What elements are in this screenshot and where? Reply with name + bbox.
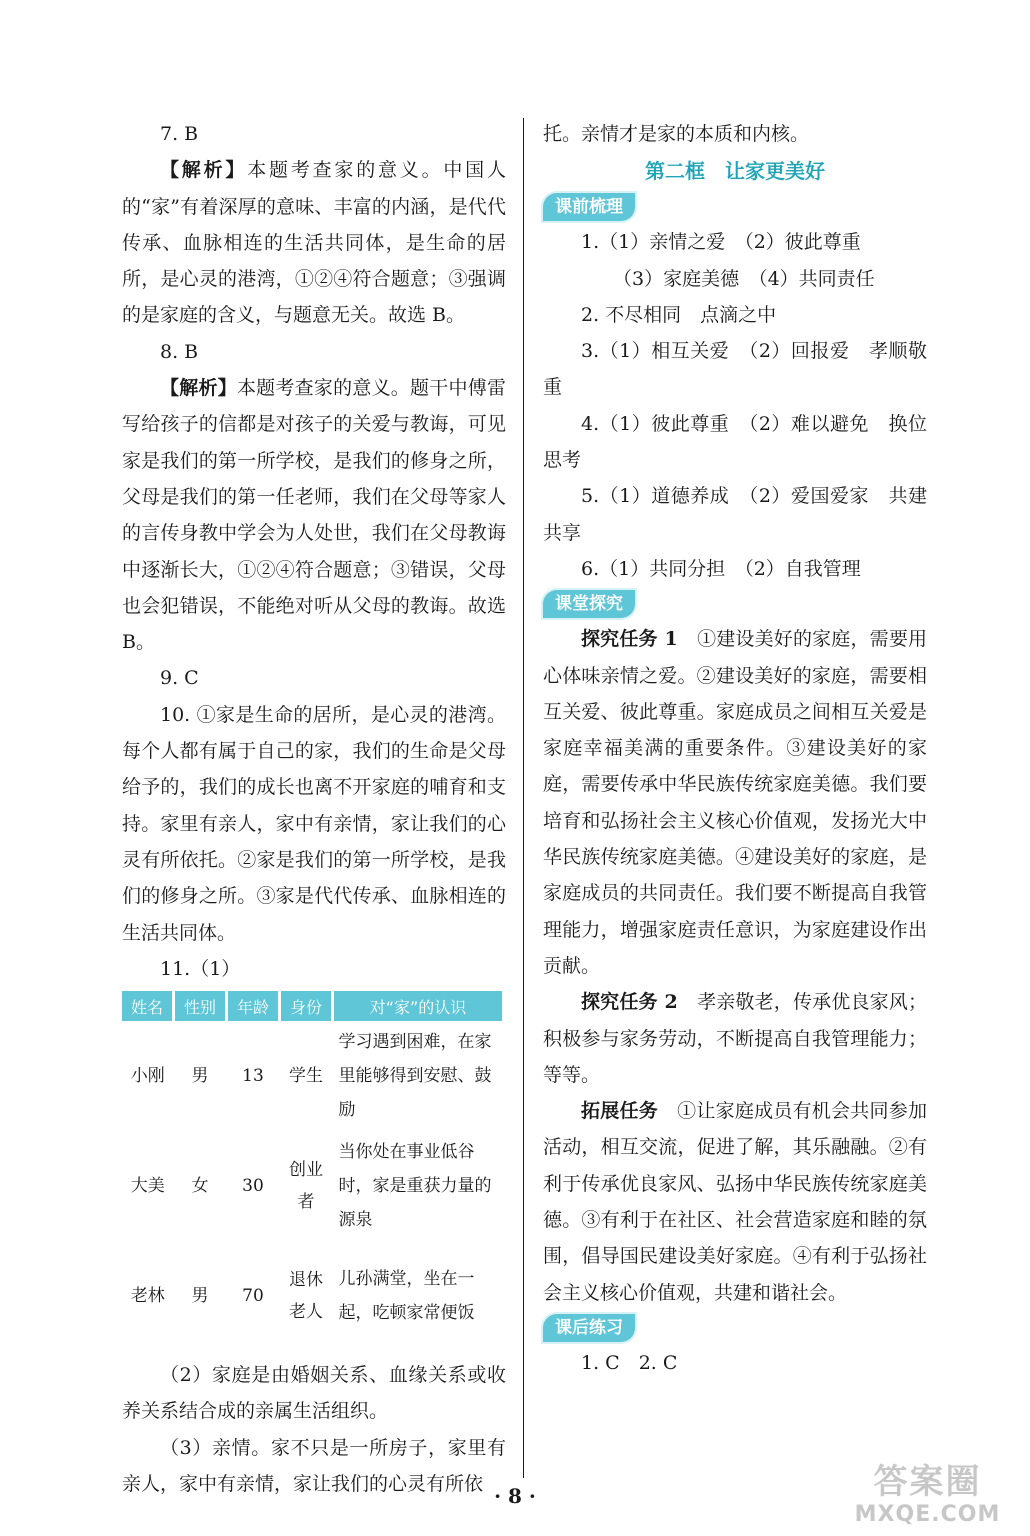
watermark-line2: MXQE.COM (854, 1502, 1001, 1527)
table-row (122, 1021, 502, 1131)
pre-item: 4.（1）彼此尊重 （2）难以避免 换位思考 (543, 412, 927, 472)
right-column (543, 116, 927, 1381)
answer-11-1: 11.（1） (160, 957, 241, 980)
answer-10: 10. ①家是生命的居所，是心灵的港湾。每个人都有属于自己的家，我们的生命是父母给予的，我们的成长也离不开家庭的哺育和支持。家里有亲人，家中有亲情，家让我们的心灵有所依托。②家是我们的第一所学校，是我们的修身之所。③家是代代传承、血脉相连的生活共同体。 (122, 703, 506, 944)
after-answers: 1. C 2. C (581, 1351, 678, 1374)
cell-name: 大美 (130, 1176, 165, 1197)
cell-view: 儿孙满堂，坐在一起，吃顿家常便饭 (338, 1269, 475, 1324)
analysis-tag: 【解析】 (160, 159, 248, 182)
answer-7: 7. B (160, 123, 199, 145)
task-text: ①建设美好的家庭，需要用心体味亲情之爱。②建设美好的家庭，需要相互关爱、彼此尊重。家庭成员之间相互关爱是家庭幸福美满的重要条件。③建设美好的家庭，需要传承中华民族传统家庭美德。我们要培育和弘扬社会主义核心价值观，发扬光大中华民族传统家庭美德。④建设美好的家庭，是家庭成员的共同责任。我们要不断提高自我管理能力，增强家庭责任意识，为家庭建设作出贡献。 (543, 628, 927, 977)
section-title: 第二框 让家更美好 (645, 159, 825, 184)
table-row (122, 1241, 502, 1351)
task-1 (543, 621, 927, 984)
pre-item: 2. 不尽相同 点滴之中 (581, 303, 777, 326)
badge-after-class: 课后练习 (543, 1314, 635, 1342)
cell-gender: 男 (191, 1066, 209, 1087)
cell-role: 创业者 (289, 1160, 323, 1213)
task-tag: 探究任务 2 (581, 991, 678, 1014)
cell-gender: 女 (191, 1176, 209, 1197)
pre-item: 3.（1）相互关爱 （2）回报爱 孝顺敬重 (543, 340, 927, 399)
table-row (122, 1131, 502, 1241)
family-view-table (122, 991, 502, 1351)
cell-role: 退休老人 (289, 1270, 323, 1323)
task-tag: 拓展任务 (581, 1100, 658, 1123)
header-name: 姓名 (122, 991, 174, 1021)
task-extend (543, 1093, 927, 1311)
analysis-7 (122, 152, 506, 333)
cell-age: 70 (242, 1286, 264, 1307)
badge-pre-class: 课前梳理 (543, 193, 635, 221)
task-text: 孝亲敬老，传承优良家风；积极参与家务劳动，不断提高自我管理能力；等等。 (543, 991, 927, 1086)
badge-in-class: 课堂探究 (543, 590, 635, 618)
analysis-text: 本题考查家的意义。题干中傅雷写给孩子的信都是对孩子的关爱与教诲，可见家是我们的第一所学校，是我们的修身之所，父母是我们的第一任老师，我们在父母等家人的言传身教中学会为人处世，我们在父母教诲中逐渐长大，①②④符合题意；③错误，父母也会犯错误，不能绝对听从父母的教诲。故选 B。 (122, 377, 506, 654)
pre-item: 1.（1）亲情之爱 （2）彼此尊重 (581, 231, 861, 254)
analysis-8 (122, 370, 506, 660)
cell-role: 学生 (289, 1066, 323, 1087)
watermark-line1: 答案圈 (873, 1462, 982, 1502)
pre-item: （3）家庭美德 （4）共同责任 (613, 267, 875, 290)
pre-item: 5.（1）道德养成 （2）爱国爱家 共建共享 (543, 485, 927, 544)
header-view: 对“家”的认识 (333, 991, 503, 1021)
answer-8: 8. B (160, 340, 199, 363)
cell-view: 学习遇到困难，在家里能够得到安慰、鼓励 (338, 1032, 492, 1121)
answer-11-2: （2）家庭是由婚姻关系、血缘关系或收养关系结合成的亲属生活组织。 (122, 1364, 506, 1423)
cell-name: 老林 (130, 1286, 165, 1307)
answer-9: 9. C (160, 667, 199, 690)
page-number: · 8 · (494, 1484, 536, 1508)
answer-11-3: （3）亲情。家不只是一所房子，家里有亲人，家中有亲情，家让我们的心灵有所依 (122, 1436, 506, 1496)
cell-age: 30 (242, 1176, 264, 1197)
analysis-tag: 【解析】 (160, 377, 237, 400)
task-text: ①让家庭成员有机会共同参加活动，相互交流，促进了解，其乐融融。②有利于传承优良家风、弘扬中华民族传统家庭美德。③有利于在社区、社会营造家庭和睦的氛围，倡导国民建设美好家庭。④有利于弘扬社会主义核心价值观，共建和谐社会。 (543, 1100, 927, 1304)
left-column (122, 116, 506, 1502)
cell-name: 小刚 (130, 1066, 165, 1087)
watermark-logo (835, 1462, 1020, 1532)
task-2 (543, 984, 927, 1093)
pre-item: 6.（1）共同分担 （2）自我管理 (581, 557, 861, 580)
cell-view: 当你处在事业低谷时，家是重获力量的源泉 (338, 1142, 492, 1231)
table-header-row (122, 991, 502, 1021)
continuation-text: 托。亲情才是家的本质和内核。 (543, 123, 810, 145)
column-divider (523, 118, 524, 1478)
header-gender: 性别 (174, 991, 227, 1021)
header-role: 身份 (280, 991, 333, 1021)
analysis-text: 本题考查家的意义。中国人的“家”有着深厚的意味、丰富的内涵，是代代传承、血脉相连的生活共同体，是生命的居所，是心灵的港湾，①②④符合题意；③强调的是家庭的含义，与题意无关。故选 B。 (122, 159, 506, 327)
task-tag: 探究任务 1 (581, 628, 678, 651)
cell-gender: 男 (191, 1286, 209, 1307)
header-age: 年龄 (227, 991, 280, 1021)
cell-age: 13 (242, 1066, 264, 1087)
